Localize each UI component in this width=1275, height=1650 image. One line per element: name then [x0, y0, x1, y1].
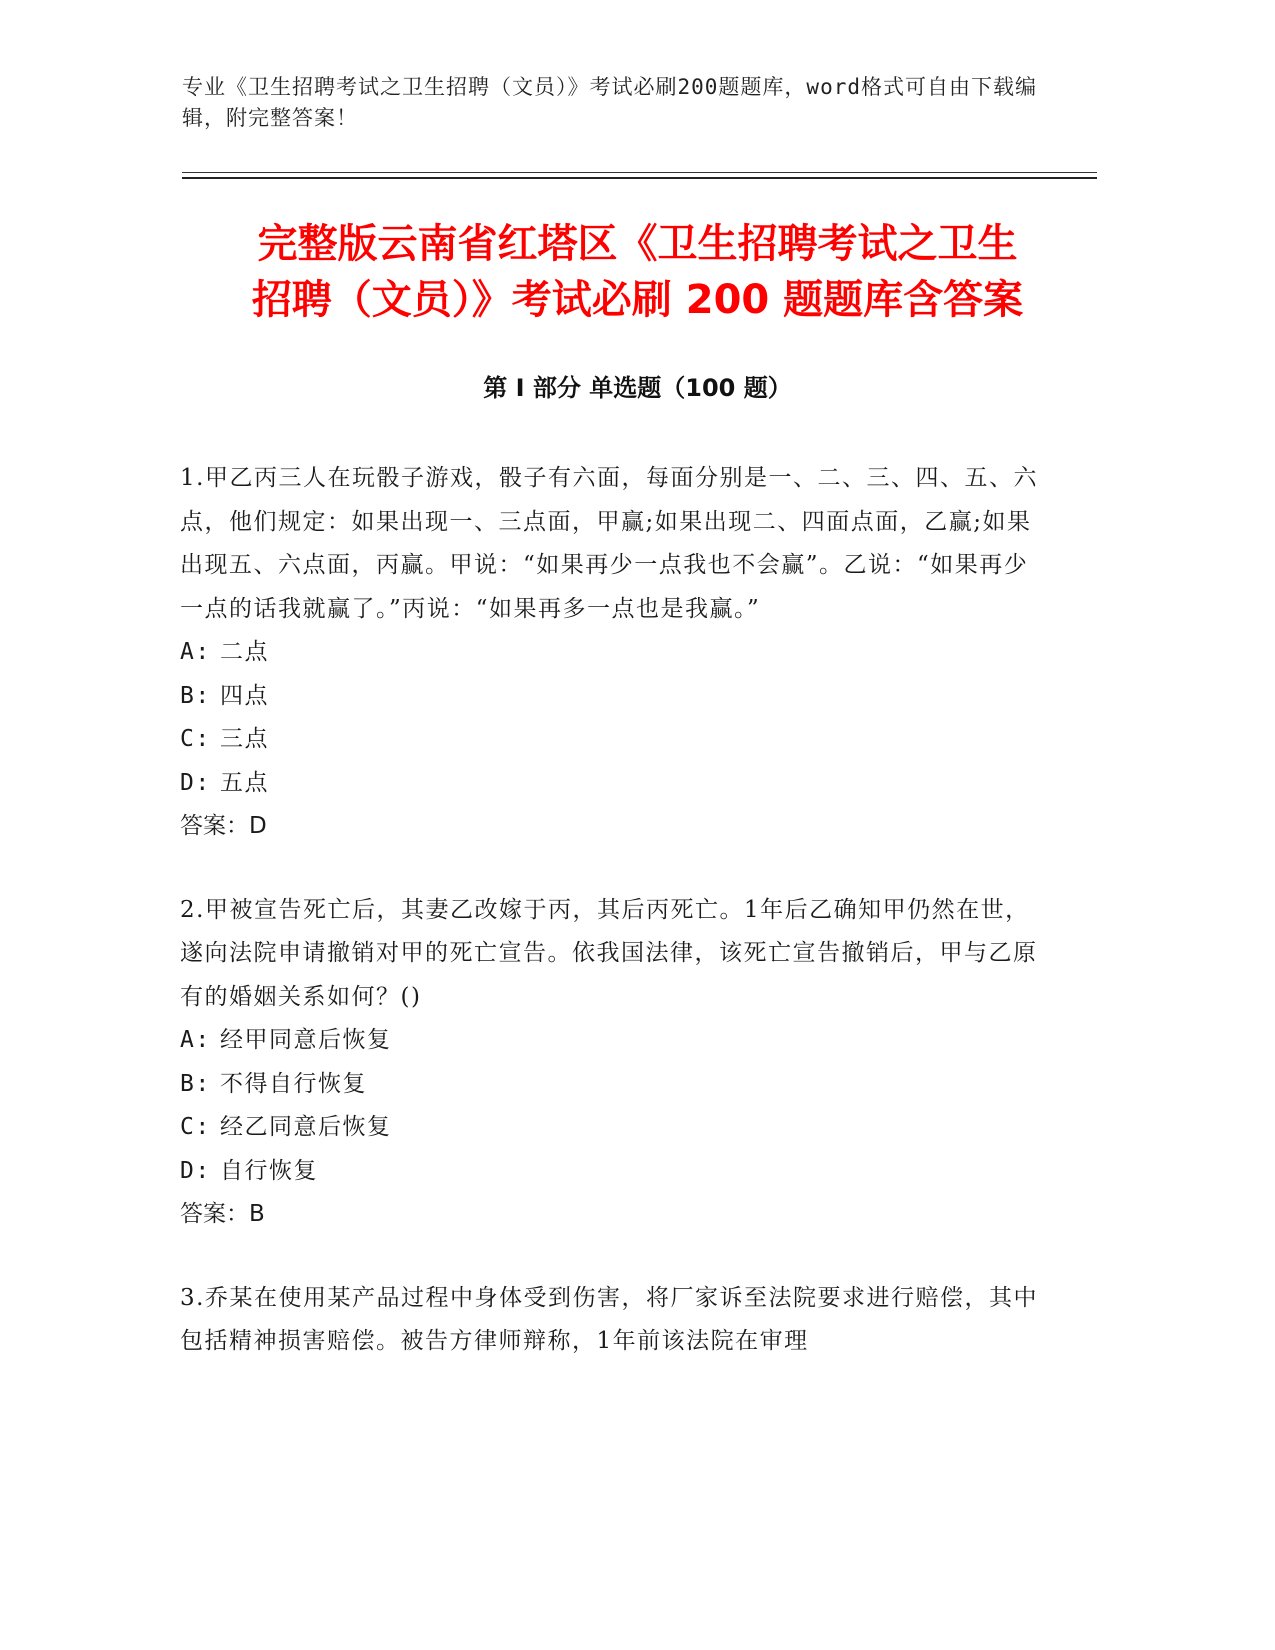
- option-d: [180, 762, 1040, 806]
- option-letter: C:: [180, 726, 211, 752]
- question-list: [180, 457, 1040, 1404]
- question-3: [180, 1277, 1040, 1364]
- question-2: [180, 889, 1040, 1237]
- answer-line: 答案：D: [180, 813, 267, 839]
- option-a: [180, 1019, 1040, 1063]
- question-stem: 2.甲被宣告死亡后，其妻乙改嫁于丙，其后丙死亡。1年后乙确知甲仍然在世，遂向法院申请撤销对甲的死亡宣告。依我国法律，该死亡宣告撤销后，甲与乙原有的婚姻关系如何？(): [180, 896, 1038, 1010]
- header-divider-thin: [182, 172, 1097, 173]
- option-c: [180, 718, 1040, 762]
- option-text: 四点: [220, 682, 269, 709]
- option-a: [180, 631, 1040, 675]
- option-letter: A:: [180, 639, 211, 665]
- question-1: [180, 457, 1040, 849]
- answer-line: 答案：B: [180, 1201, 265, 1227]
- option-text: 经乙同意后恢复: [220, 1114, 392, 1140]
- option-letter: B:: [180, 682, 211, 709]
- option-text: 五点: [220, 769, 269, 796]
- question-stem: 3.乔某在使用某产品过程中身体受到伤害，将厂家诉至法院要求进行赔偿，其中包括精神损害赔偿。被告方律师辩称，1年前该法院在审理: [180, 1284, 1038, 1354]
- option-text: 二点: [220, 639, 269, 665]
- question-stem: 1.甲乙丙三人在玩骰子游戏，骰子有六面，每面分别是一、二、三、四、五、六点，他们规定：如果出现一、三点面，甲赢;如果出现二、四面点面，乙赢;如果出现五、六点面，丙赢。甲说：“如果再少一点我也不会赢”。乙说：“如果再少一点的话我就赢了。”丙说：“如果再多一点也是我赢。”: [180, 465, 1038, 622]
- document-title-line-1: 完整版云南省红塔区《卫生招聘考试之卫生: [257, 221, 1018, 267]
- option-d: [180, 1150, 1040, 1194]
- option-letter: D:: [180, 769, 211, 796]
- document-title-line-2: 招聘（文员）》考试必刷 200 题题库含答案: [251, 277, 1024, 323]
- option-letter: D:: [180, 1157, 211, 1184]
- option-text: 自行恢复: [220, 1157, 318, 1184]
- header-note: 专业《卫生招聘考试之卫生招聘（文员）》考试必刷200题题库，word格式可自由下载编辑，附完整答案！: [182, 75, 1037, 130]
- option-b: [180, 1063, 1040, 1107]
- section-title: 第 I 部分 单选题（100 题）: [483, 374, 792, 402]
- option-letter: A:: [180, 1027, 211, 1053]
- option-letter: C:: [180, 1114, 211, 1140]
- option-letter: B:: [180, 1070, 211, 1097]
- option-text: 经甲同意后恢复: [220, 1027, 392, 1053]
- document-title: [150, 216, 1125, 328]
- option-text: 三点: [220, 726, 269, 752]
- option-b: [180, 675, 1040, 719]
- option-text: 不得自行恢复: [220, 1070, 367, 1097]
- option-c: [180, 1106, 1040, 1150]
- header-divider-thick: [182, 177, 1097, 179]
